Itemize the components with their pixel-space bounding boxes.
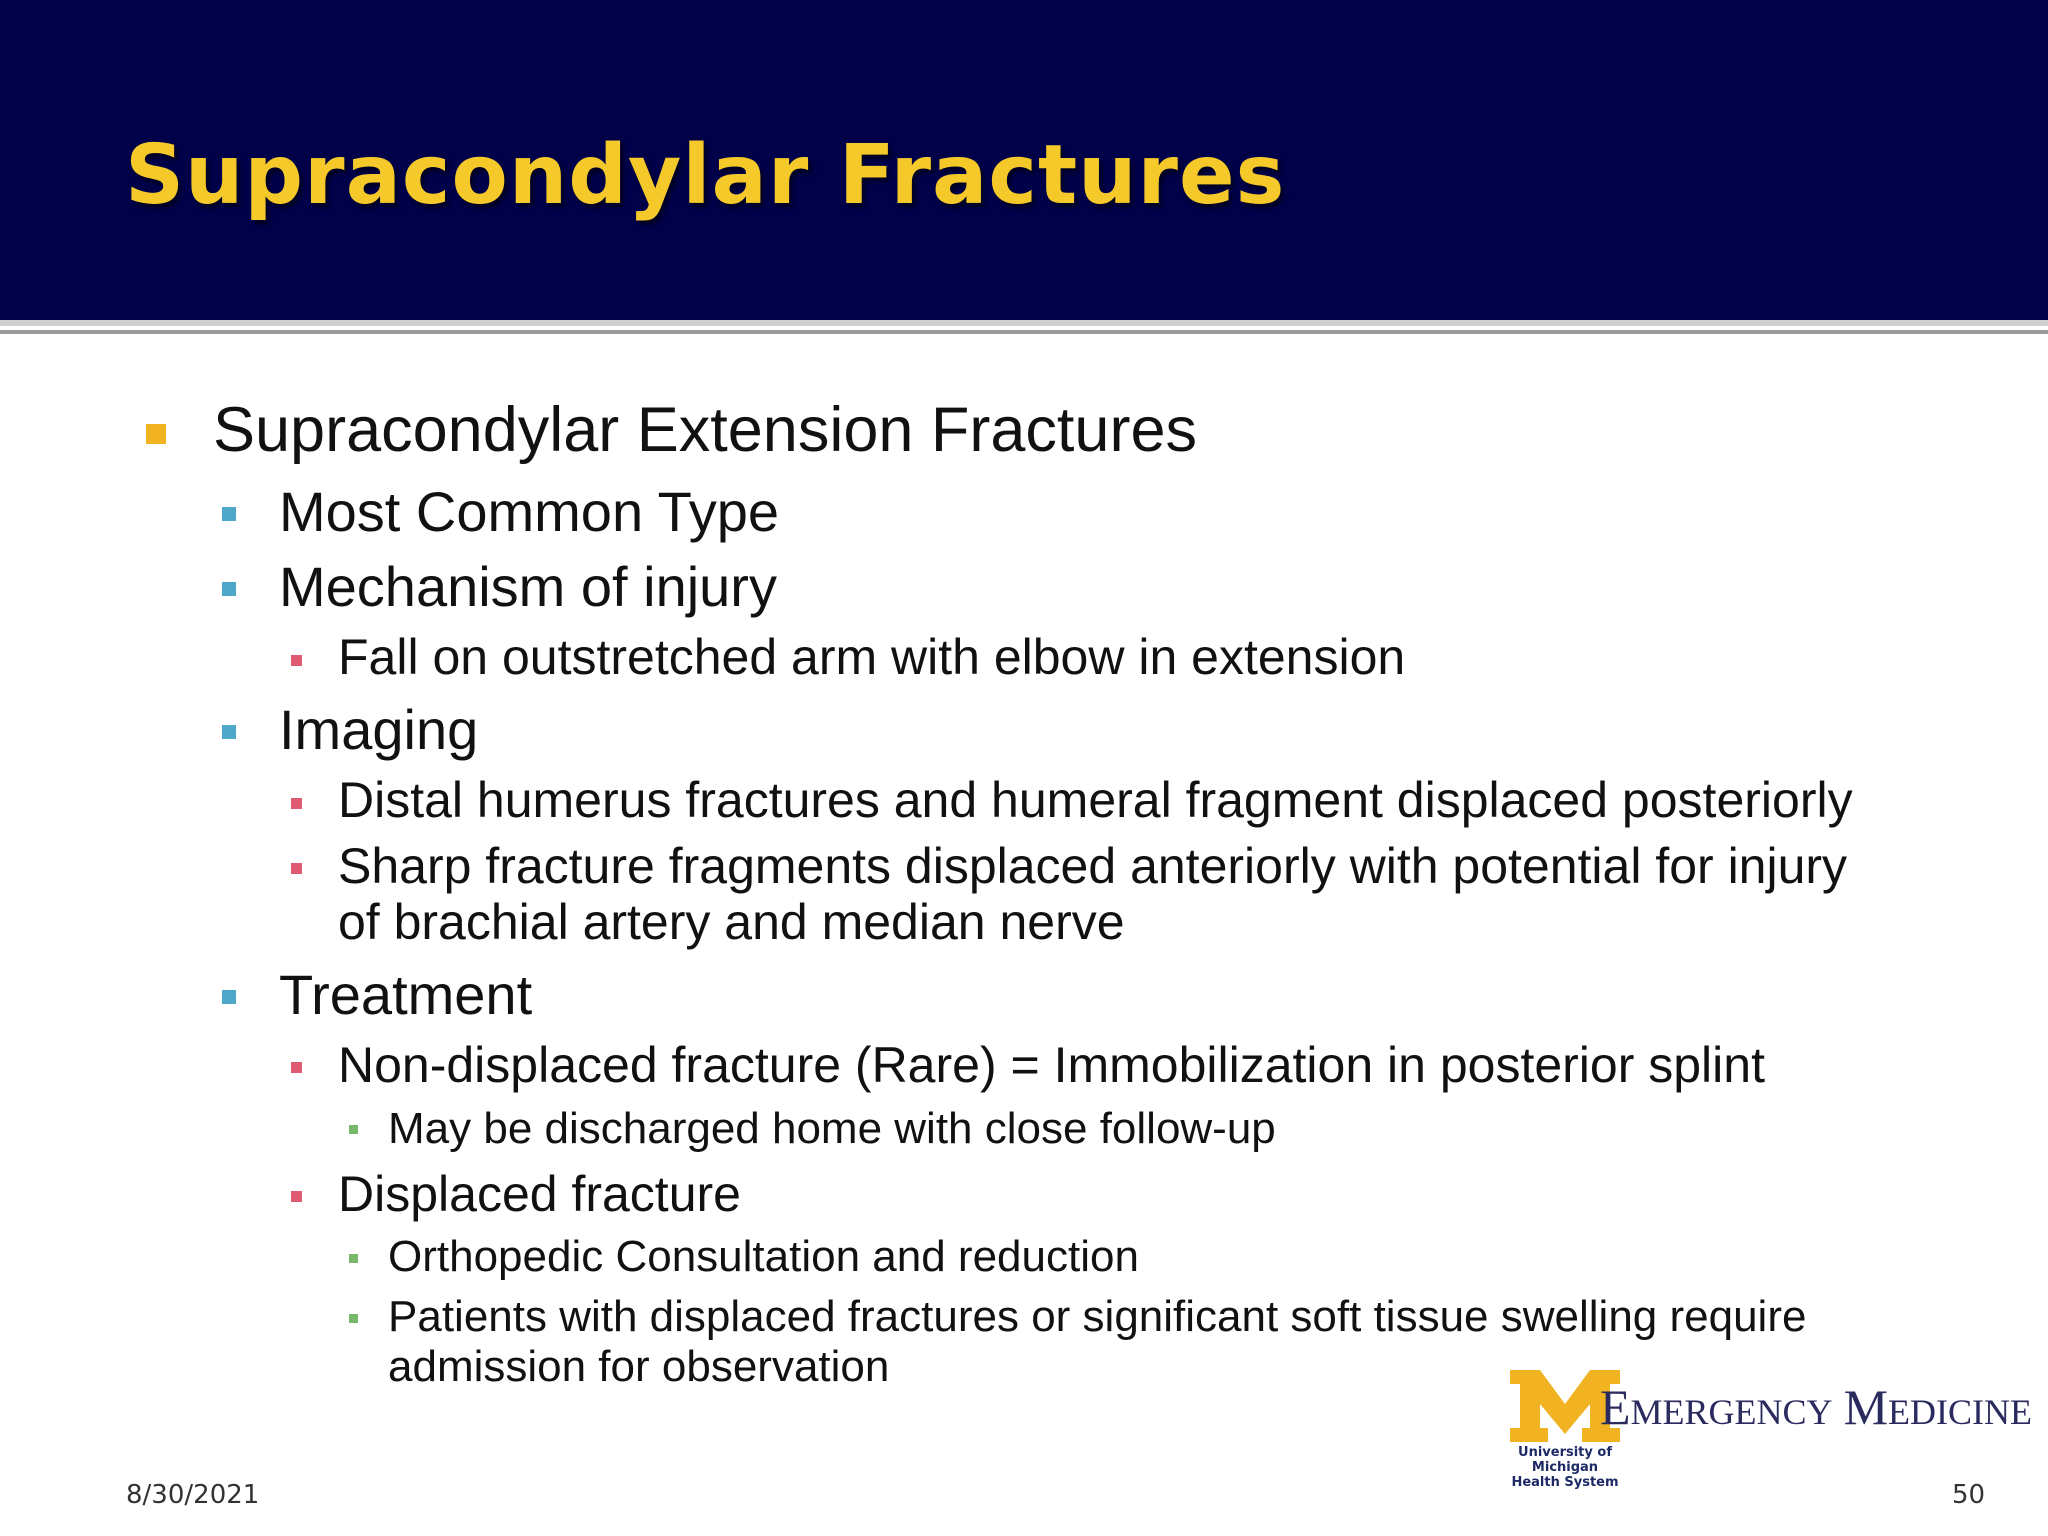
bullet-text: Non-displaced fracture (Rare) = Immobilization in posterior splint <box>338 1037 1765 1093</box>
square-bullet-icon <box>291 1062 302 1073</box>
slide-title: Supracondylar Fractures <box>125 128 1286 223</box>
bullet-text: Patients with displaced fractures or significant soft tissue swelling require <box>388 1292 1807 1341</box>
bullet-text: Most Common Type <box>279 480 780 543</box>
logo-subtitle <box>1490 1445 1640 1490</box>
bullet-text: Imaging <box>279 698 479 761</box>
square-bullet-icon <box>146 424 166 444</box>
square-bullet-icon <box>291 863 302 874</box>
square-bullet-icon <box>222 725 236 739</box>
bullet-text-continuation: admission for observation <box>388 1342 890 1391</box>
square-bullet-icon <box>222 582 236 596</box>
square-bullet-icon <box>349 1254 358 1263</box>
square-bullet-icon <box>291 798 302 809</box>
square-bullet-icon <box>222 507 236 521</box>
bullet-text: Treatment <box>279 963 533 1026</box>
logo-subtitle-line: University of Michigan <box>1518 1445 1612 1475</box>
bullet-text: May be discharged home with close follow-up <box>388 1104 1276 1153</box>
bullet-text: Fall on outstretched arm with elbow in extension <box>338 629 1406 685</box>
footer-date: 8/30/2021 <box>126 1480 260 1510</box>
page-number: 50 <box>1952 1480 1986 1510</box>
logo-wordmark: EMERGENCY MEDICINE <box>1600 1379 2032 1435</box>
bullet-text: Mechanism of injury <box>279 555 777 618</box>
square-bullet-icon <box>291 655 302 666</box>
bullet-text: Distal humerus fractures and humeral fragment displaced posteriorly <box>338 772 1853 828</box>
square-bullet-icon <box>349 1314 358 1323</box>
bullet-text: Sharp fracture fragments displaced anteriorly with potential for injury <box>338 838 1848 894</box>
bullet-text: Displaced fracture <box>338 1166 741 1222</box>
square-bullet-icon <box>222 990 236 1004</box>
bullet-text: Supracondylar Extension Fractures <box>213 395 1197 465</box>
square-bullet-icon <box>349 1125 358 1134</box>
bullet-text: Orthopedic Consultation and reduction <box>388 1232 1139 1281</box>
square-bullet-icon <box>291 1191 302 1202</box>
logo-subtitle-line: Health System <box>1511 1475 1619 1490</box>
emergency-medicine-logo <box>1490 1370 2032 1490</box>
bullet-text-continuation: of brachial artery and median nerve <box>338 894 1125 950</box>
